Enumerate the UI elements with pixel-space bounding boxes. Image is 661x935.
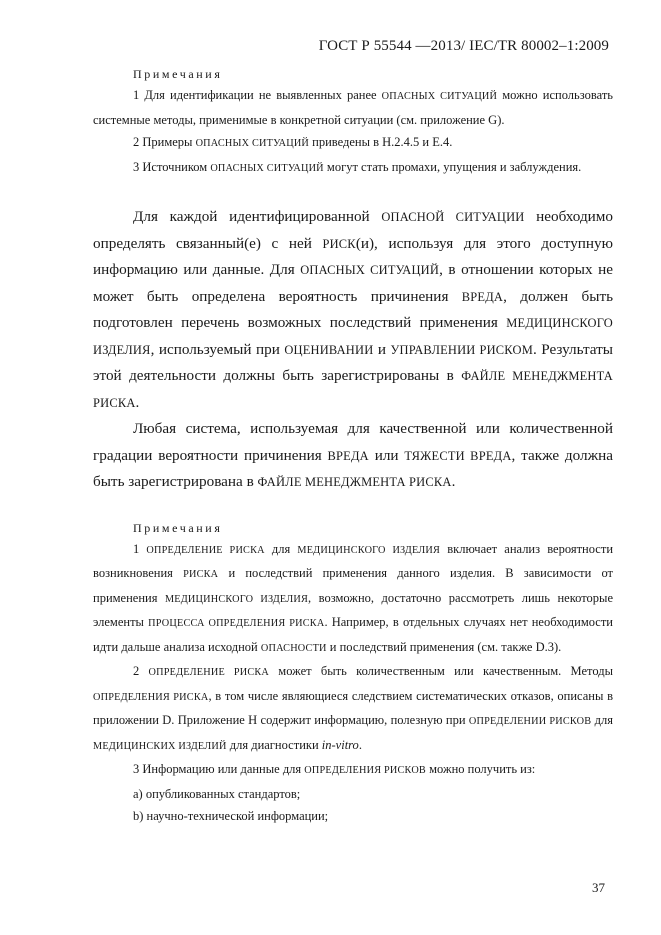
body-paragraph: Для каждой идентифицированной ОПАСНОЙ СИТУАЦИИ необходимо определять связанный(е) с ней РИСК(и), используя для этого доступную информацию или данные. Для ОПАСНЫХ СИТУАЦИЙ, в отношении которых не может быть определена вероятность причинения ВРЕДА, должен быть подготовлен перечень возможных последствий применения МЕДИЦИНСКОГО ИЗДЕЛИЯ, используемый при ОЦЕНИВАНИИ и УПРАВЛЕНИИ РИСКОМ. Результаты этой деятельности должны быть зарегистрированы в ФАЙЛЕ МЕНЕДЖМЕНТА РИСКА. <box>93 208 614 411</box>
list-item: a) опубликованных стандартов; <box>133 786 301 801</box>
note-item: 1 ОПРЕДЕЛЕНИЕ РИСКА для МЕДИЦИНСКОГО ИЗДЕЛИЯ включает анализ вероятности возникновения РИСКА и последствий применения данного изделия. В зависимости от применения МЕДИЦИНСКОГО ИЗДЕЛИЯ, возможно, достаточно рассмотреть лишь некоторые элементы ПРОЦЕССА ОПРЕДЕЛЕНИЯ РИСКА. Например, в отдельных случаях нет необходимости идти дальше анализа исходной ОПАСНОСТИ и последствий применения (см. также D.3). <box>93 541 614 654</box>
note-item: 2 ОПРЕДЕЛЕНИЕ РИСКА может быть количественным или качественным. Методы ОПРЕДЕЛЕНИЯ РИСКА, в том числе являющиеся следствием систематических отказов, описаны в приложении D. Приложение H содержит информацию, полезную при ОПРЕДЕЛЕНИИ РИСКОВ для МЕДИЦИНСКИХ ИЗДЕЛИЙ для диагностики in-vitro. <box>93 664 614 752</box>
page-number: 37 <box>592 880 605 895</box>
document-header: ГОСТ Р 55544 —2013/ IEC/TR 80002–1:2009 <box>318 38 609 54</box>
list-item: b) научно-технической информации; <box>133 809 329 823</box>
note-item: 3 Источником ОПАСНЫХ СИТУАЦИЙ могут стать промахи, упущения и заблуждения. <box>133 159 582 174</box>
note-item: 2 Примеры ОПАСНЫХ СИТУАЦИЙ приведены в H.2.4.5 и E.4. <box>133 135 453 149</box>
body-paragraph: Любая система, используемая для качественной или количественной градации вероятности причинения ВРЕДА или ТЯЖЕСТИ ВРЕДА, также должна быть зарегистрирована в ФАЙЛЕ МЕНЕДЖМЕНТА РИСКА. <box>93 420 613 490</box>
note-item: 1 Для идентификации не выявленных ранее ОПАСНЫХ СИТУАЦИЙ можно использовать системные методы, применимые в конкретной ситуации (см. приложение G). <box>93 88 613 127</box>
notes-heading: Примечания <box>133 67 223 81</box>
page-content <box>93 64 613 828</box>
note-item: 3 Информацию или данные для ОПРЕДЕЛЕНИЯ РИСКОВ можно получить из: <box>133 762 536 776</box>
notes-heading: Примечания <box>133 520 223 535</box>
